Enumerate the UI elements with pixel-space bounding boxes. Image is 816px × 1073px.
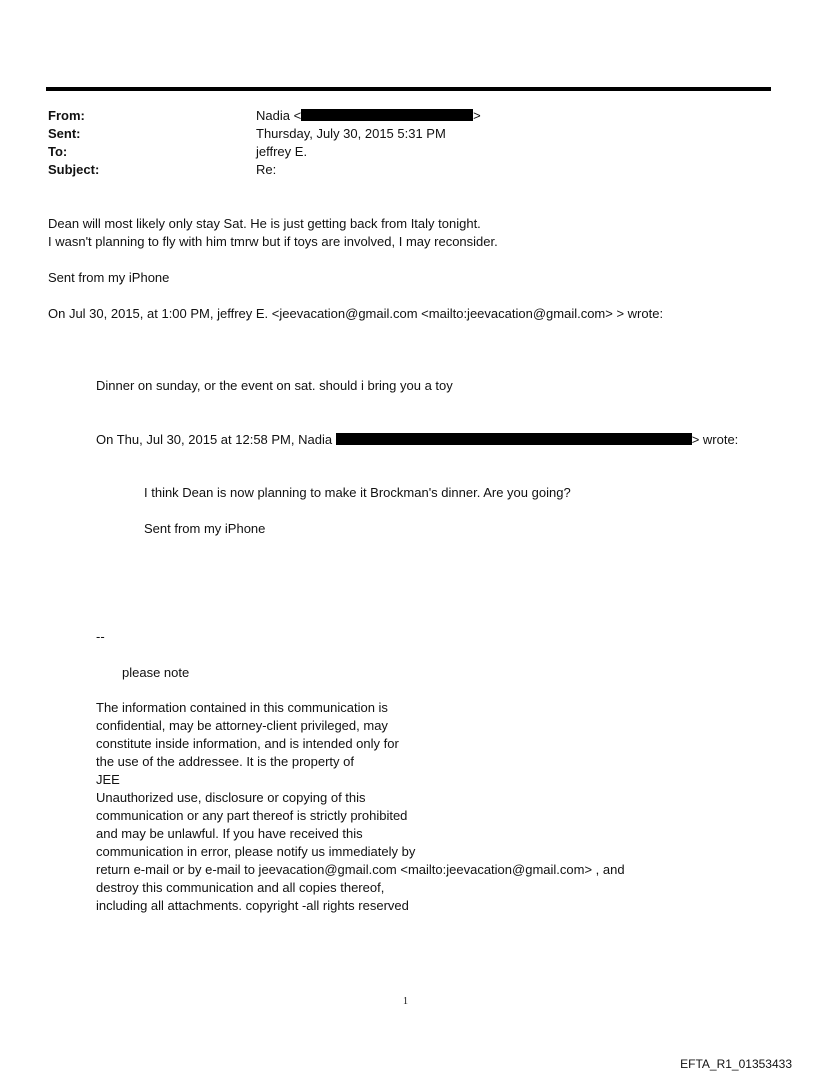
disclaimer-line: including all attachments. copyright -all rights reserved: [96, 898, 409, 913]
disclaimer-line: communication or any part thereof is strictly prohibited: [96, 808, 408, 823]
body-line-1: Dean will most likely only stay Sat. He is just getting back from Italy tonight.: [48, 216, 481, 231]
quote-header-2-prefix: On Thu, Jul 30, 2015 at 12:58 PM, Nadia: [96, 432, 336, 447]
quote-header-2-suffix: > wrote:: [691, 432, 739, 447]
disclaimer-line: and may be unlawful. If you have received this: [96, 826, 363, 841]
quote-header-1: On Jul 30, 2015, at 1:00 PM, jeffrey E. <jeevacation@gmail.com <mailto:jeevacation@gmail.com> > wrote:: [48, 306, 664, 321]
disclaimer-line: return e-mail or by e-mail to jeevacation@gmail.com <mailto:jeevacation@gmail.com> , and: [96, 862, 625, 877]
from-name: Nadia <: [256, 108, 302, 123]
quote-header-2: [96, 431, 738, 449]
disclaimer-line: the use of the addressee. It is the property of: [96, 754, 354, 769]
disclaimer-line: Unauthorized use, disclosure or copying of this: [96, 790, 366, 805]
sent-value: Thursday, July 30, 2015 5:31 PM: [256, 126, 446, 141]
quote1-text: Dinner on sunday, or the event on sat. should i bring you a toy: [96, 378, 453, 393]
page-number: 1: [403, 996, 408, 1007]
body-line-2: I wasn't planning to fly with him tmrw but if toys are involved, I may reconsider.: [48, 234, 498, 249]
document-id: EFTA_R1_01353433: [680, 1057, 792, 1071]
to-value: jeffrey E.: [256, 144, 308, 159]
from-close: >: [473, 108, 481, 123]
from-label: From:: [48, 108, 85, 123]
disclaimer-line: JEE: [96, 772, 120, 787]
please-note: please note: [122, 665, 190, 680]
disclaimer-line: constitute inside information, and is intended only for: [96, 736, 399, 751]
quote2-signature: Sent from my iPhone: [144, 521, 266, 536]
disclaimer-line: destroy this communication and all copies thereof,: [96, 880, 385, 895]
disclaimer-line: confidential, may be attorney-client privileged, may: [96, 718, 388, 733]
redaction-bar: [336, 433, 692, 445]
sent-label: Sent:: [48, 126, 81, 141]
to-label: To:: [48, 144, 68, 159]
subject-label: Subject:: [48, 162, 100, 177]
signature-dashes: --: [96, 629, 105, 644]
subject-value: Re:: [256, 162, 277, 177]
body-signature: Sent from my iPhone: [48, 270, 170, 285]
header-rule: [46, 87, 771, 91]
disclaimer-line: communication in error, please notify us immediately by: [96, 844, 416, 859]
redaction-bar: [301, 109, 473, 121]
from-value: [256, 107, 481, 125]
quote2-text: I think Dean is now planning to make it Brockman's dinner. Are you going?: [144, 485, 571, 500]
disclaimer-line: The information contained in this communication is: [96, 700, 388, 715]
